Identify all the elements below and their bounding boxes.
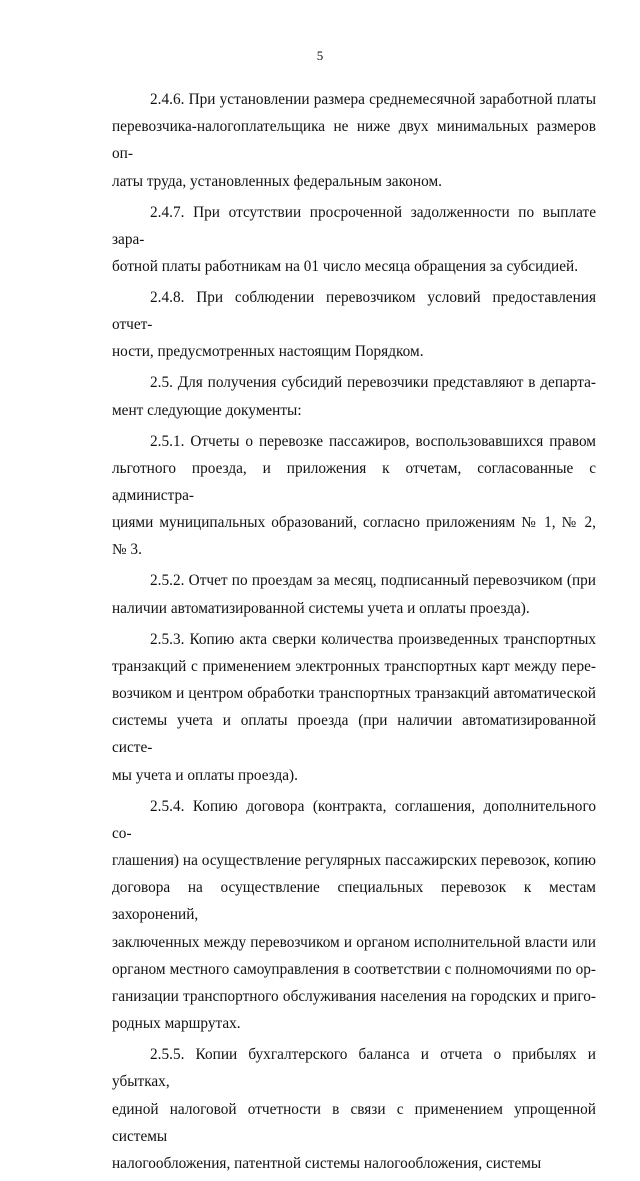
- paragraph-line: циями муниципальных образований, согласно приложениям № 1, № 2,: [112, 514, 596, 532]
- paragraph-line: 2.5. Для получения субсидий перевозчики представляют в департа-: [150, 374, 596, 392]
- paragraph-line: 2.5.3. Копию акта сверки количества произведенных транспортных: [150, 630, 596, 648]
- paragraph: [112, 428, 596, 564]
- paragraph-line: мы учета и оплаты проезда).: [112, 766, 298, 784]
- paragraph: [112, 793, 596, 1038]
- paragraph-line: 2.5.4. Копию договора (контракта, соглашения, дополнительного со-: [112, 797, 596, 842]
- paragraph-line: ности, предусмотренных настоящим Порядком.: [112, 343, 424, 361]
- paragraph-line: наличии автоматизированной системы учета и оплаты проезда).: [112, 599, 530, 617]
- paragraph-line: органом местного самоуправления в соответствии с полномочиями по ор-: [112, 960, 596, 978]
- paragraph-line: перевозчика-налогоплательщика не ниже двух минимальных размеров оп-: [112, 118, 596, 163]
- paragraph: [112, 369, 596, 423]
- paragraph-line: льготного проезда, и приложения к отчетам, согласованные с администра-: [112, 459, 596, 505]
- paragraph-line: № 3.: [112, 541, 142, 559]
- paragraph-line: 2.5.2. Отчет по проездам за месяц, подписанный перевозчиком (при: [150, 572, 596, 590]
- document-body: [112, 86, 596, 1181]
- paragraph-line: заключенных между перевозчиком и органом исполнительной власти или: [112, 933, 596, 951]
- paragraph: [112, 199, 596, 281]
- paragraph-line: налогообложения, патентной системы налогообложения, системы: [112, 1155, 542, 1173]
- paragraph-line: 2.4.8. При соблюдении перевозчиком условий предоставления отчет-: [112, 289, 596, 334]
- paragraph-line: родных маршрутах.: [112, 1015, 241, 1033]
- paragraph-line: ботной платы работникам на 01 число месяца обращения за субсидией.: [112, 258, 579, 276]
- paragraph-line: единой налоговой отчетности в связи с применением упрощенной системы: [112, 1100, 596, 1145]
- paragraph-line: возчиком и центром обработки транспортных транзакций автоматической: [112, 685, 596, 703]
- paragraph-line: ганизации транспортного обслуживания населения на городских и приго-: [112, 988, 596, 1006]
- paragraph-line: 2.5.1. Отчеты о перевозке пассажиров, воспользовавшихся правом: [150, 432, 596, 450]
- paragraph-line: транзакций с применением электронных транспортных карт между пере-: [112, 657, 596, 675]
- paragraph-line: латы труда, установленных федеральным законом.: [112, 172, 442, 190]
- paragraph-line: мент следующие документы:: [112, 401, 302, 419]
- paragraph: [112, 86, 596, 195]
- page-number: 5: [316, 48, 324, 63]
- paragraph-line: глашения) на осуществление регулярных пассажирских перевозок, копию: [112, 852, 596, 870]
- paragraph: [112, 1041, 596, 1177]
- paragraph: [112, 626, 596, 789]
- paragraph-line: системы учета и оплаты проезда (при наличии автоматизированной систе-: [112, 712, 596, 757]
- paragraph-line: 2.5.5. Копии бухгалтерского баланса и отчета о прибылях и убытках,: [112, 1046, 596, 1091]
- paragraph-line: 2.4.6. При установлении размера среднемесячной заработной платы: [150, 91, 596, 108]
- paragraph-line: договора на осуществление специальных перевозок к местам захоронений,: [112, 879, 596, 924]
- paragraph: [112, 567, 596, 621]
- paragraph-line: 2.4.7. При отсутствии просроченной задолженности по выплате зара-: [112, 203, 596, 248]
- paragraph: [112, 284, 596, 366]
